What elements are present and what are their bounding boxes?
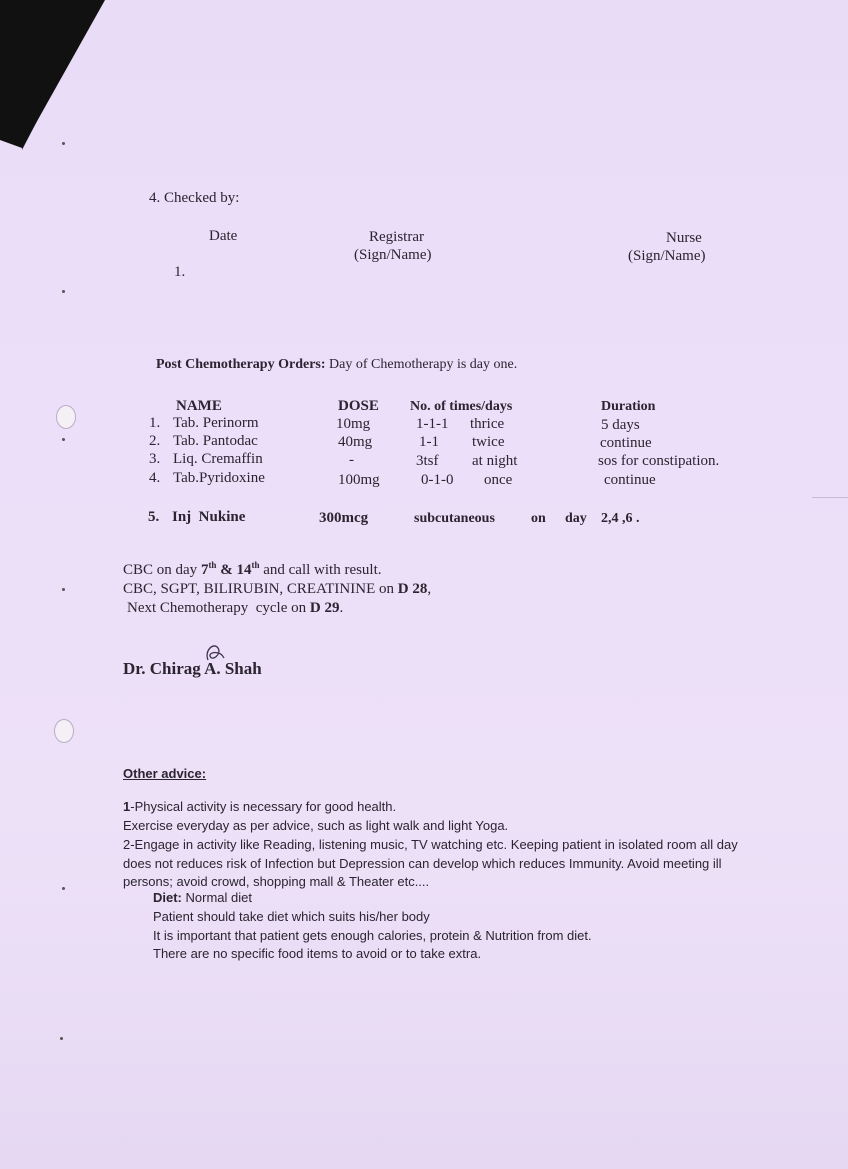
drug-dose: 40mg — [338, 434, 373, 450]
punch-hole — [54, 719, 74, 743]
post-chemo-title — [156, 356, 517, 374]
registrar-label: Registrar — [369, 229, 424, 245]
labs-line1-post: and call with result. — [259, 562, 382, 578]
drug-name: Tab.Pyridoxine — [173, 470, 265, 486]
advice-p2-line2: does not reduces risk of Infection but Depression can develop which reduces Immunity. Avoid meeting ill — [123, 856, 722, 871]
injection-days: 2,4 ,6 . — [601, 511, 640, 526]
row-number: 2. — [149, 433, 161, 449]
speck — [62, 588, 65, 591]
diet-label: Diet: — [153, 890, 182, 905]
row-number: 4. — [149, 470, 161, 486]
diet-line — [153, 890, 252, 906]
injection-day-label: day — [565, 511, 587, 526]
injection-dose: 300mcg — [319, 510, 369, 526]
labs-line-2 — [123, 580, 431, 598]
drug-duration: continue — [604, 472, 656, 488]
speck — [60, 1037, 63, 1040]
signature-mark — [200, 640, 230, 672]
drug-frequency: 1-1-1 — [416, 416, 449, 432]
labs-line-3 — [127, 599, 343, 617]
labs-sup-th-2: th — [251, 560, 260, 570]
drug-duration: 5 days — [601, 417, 640, 433]
drug-times: thrice — [470, 416, 505, 432]
col-header-name: NAME — [176, 398, 222, 414]
labs-line-1 — [123, 561, 382, 579]
post-chemo-title-rest: Day of Chemotherapy is day one. — [329, 357, 518, 372]
drug-times: once — [484, 472, 513, 488]
drug-name: Tab. Pantodac — [173, 433, 258, 449]
drug-name: Tab. Perinorm — [173, 415, 259, 431]
doctor-name: Dr. Chirag A. Shah — [123, 659, 262, 678]
injection-name: Inj Nukine — [172, 509, 246, 525]
drug-name: Liq. Cremaffin — [173, 451, 263, 467]
col-header-dose: DOSE — [338, 398, 379, 414]
col-header-times: No. of times/days — [410, 399, 513, 414]
injection-route: subcutaneous — [414, 511, 495, 526]
speck — [62, 142, 65, 145]
diet-line-4: There are no specific food items to avoid or to take extra. — [153, 946, 482, 961]
advice-p1-text: -Physical activity is necessary for good health. — [130, 799, 397, 814]
injection-on: on — [531, 511, 546, 526]
row-number: 1. — [149, 415, 161, 431]
drug-dose: 10mg — [336, 416, 371, 432]
drug-duration: continue — [600, 435, 652, 451]
advice-p1-line2: Exercise everyday as per advice, such as light walk and light Yoga. — [123, 818, 509, 833]
drug-dose: - — [349, 452, 354, 468]
post-chemo-title-bold: Post Chemotherapy Orders: — [156, 357, 326, 372]
drug-frequency: 3tsf — [416, 453, 439, 469]
drug-frequency: 1-1 — [419, 434, 439, 450]
labs-day-14: & 14 — [216, 562, 252, 578]
labs-d28: D 28 — [397, 581, 428, 597]
registrar-sign-label: (Sign/Name) — [354, 247, 432, 263]
advice-p1-num: 1 — [123, 799, 131, 814]
advice-p2-line1: 2-Engage in activity like Reading, listening music, TV watching etc. Keeping patient in isolated room all day — [123, 837, 738, 852]
checked-by-heading: 4. Checked by: — [149, 190, 240, 206]
other-advice-heading: Other advice: — [123, 766, 207, 781]
drug-frequency: 0-1-0 — [421, 472, 454, 488]
diet-line-2: Patient should take diet which suits his/her body — [153, 909, 430, 924]
labs-line3-post: . — [339, 600, 344, 616]
drug-dose: 100mg — [338, 472, 380, 488]
speck — [62, 887, 65, 890]
labs-sup-th: th — [208, 560, 217, 570]
diet-value: Normal diet — [181, 890, 252, 905]
advice-p2-line3: persons; avoid crowd, shopping mall & Theater etc.... — [123, 874, 430, 889]
labs-line1-pre: CBC on day — [123, 562, 201, 578]
labs-d29: D 29 — [309, 600, 340, 616]
drug-duration: sos for constipation. — [598, 453, 720, 469]
nurse-sign-label: (Sign/Name) — [628, 248, 706, 264]
labs-line2-pre: CBC, SGPT, BILIRUBIN, CREATININE on — [123, 581, 398, 597]
nurse-label: Nurse — [666, 230, 702, 246]
checked-row-number: 1. — [174, 264, 186, 280]
diet-line-3: It is important that patient gets enough calories, protein & Nutrition from diet. — [153, 928, 592, 943]
labs-line3-pre: Next Chemotherapy cycle on — [127, 600, 310, 616]
row-number: 3. — [149, 451, 161, 467]
date-label: Date — [209, 228, 238, 244]
speck — [62, 438, 65, 441]
drug-times: twice — [472, 434, 505, 450]
punch-hole — [56, 405, 76, 429]
row-number: 5. — [148, 509, 160, 525]
paper-crease — [812, 497, 848, 498]
speck — [62, 290, 65, 293]
advice-p1 — [123, 799, 396, 815]
drug-times: at night — [472, 453, 518, 469]
labs-day-7: 7 — [200, 562, 209, 578]
col-header-duration: Duration — [601, 399, 656, 414]
labs-line2-post: , — [427, 581, 432, 597]
